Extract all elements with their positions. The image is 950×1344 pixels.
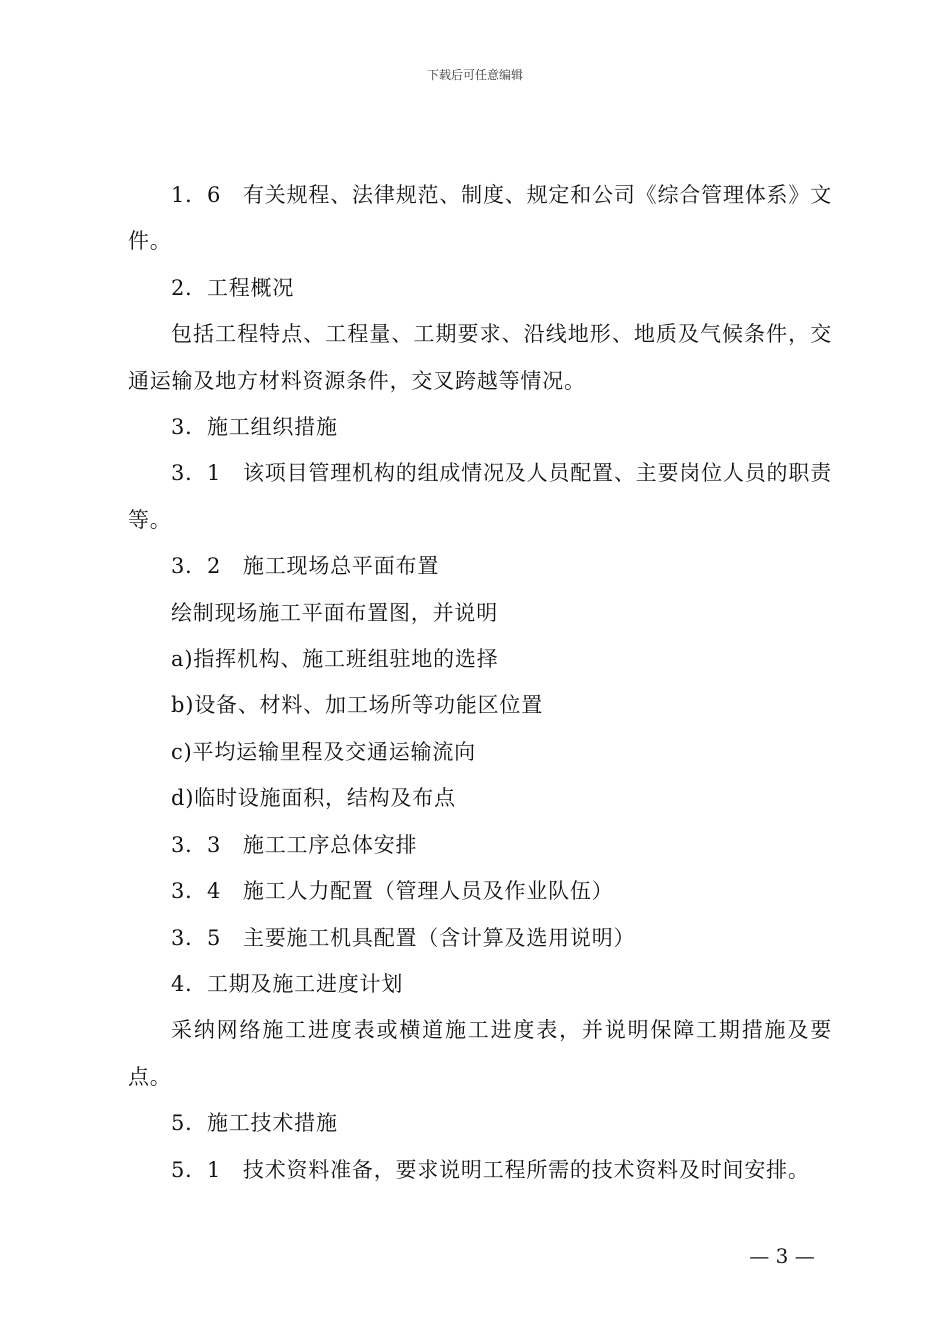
heading-project-overview: 2．工程概况 <box>171 275 295 300</box>
paragraph-site-layout: 绘制现场施工平面布置图，并说明 <box>171 600 498 625</box>
paragraph-3-3: 3．3 施工工序总体安排 <box>171 832 418 857</box>
list-item-d: d)临时设施面积，结构及布点 <box>171 786 456 811</box>
heading-schedule: 4．工期及施工进度计划 <box>171 971 404 996</box>
heading-technical-measures: 5．施工技术措施 <box>171 1111 338 1136</box>
paragraph-5-1: 5．1 技术资料准备，要求说明工程所需的技术资料及时间安排。 <box>171 1157 810 1182</box>
paragraph-3-1: 3．1 该项目管理机构的组成情况及人员配置、主要岗位人员的职责等。 <box>128 461 832 532</box>
heading-construction-organization: 3．施工组织措施 <box>171 415 338 440</box>
paragraph-1-6: 1．6 有关规程、法律规范、制度、规定和公司《综合管理体系》文件。 <box>128 183 832 254</box>
paragraph-3-4: 3．4 施工人力配置（管理人员及作业队伍） <box>171 879 614 904</box>
header-note: 下载后可任意编辑 <box>426 68 523 82</box>
page-number: — 3 — <box>749 1244 815 1268</box>
list-item-b: b)设备、材料、加工场所等功能区位置 <box>171 693 544 718</box>
paragraph-3-2: 3．2 施工现场总平面布置 <box>171 554 440 579</box>
list-item-c: c)平均运输里程及交通运输流向 <box>171 739 476 764</box>
paragraph-project-overview: 包括工程特点、工程量、工期要求、沿线地形、地质及气候条件，交通运输及地方材料资源条件，交叉跨越等情况。 <box>128 322 832 393</box>
list-item-a: a)指挥机构、施工班组驻地的选择 <box>171 647 499 672</box>
paragraph-3-5: 3．5 主要施工机具配置（含计算及选用说明） <box>171 925 636 950</box>
document-body <box>128 172 832 1193</box>
paragraph-schedule: 采纳网络施工进度表或横道施工进度表，并说明保障工期措施及要点。 <box>128 1018 832 1089</box>
